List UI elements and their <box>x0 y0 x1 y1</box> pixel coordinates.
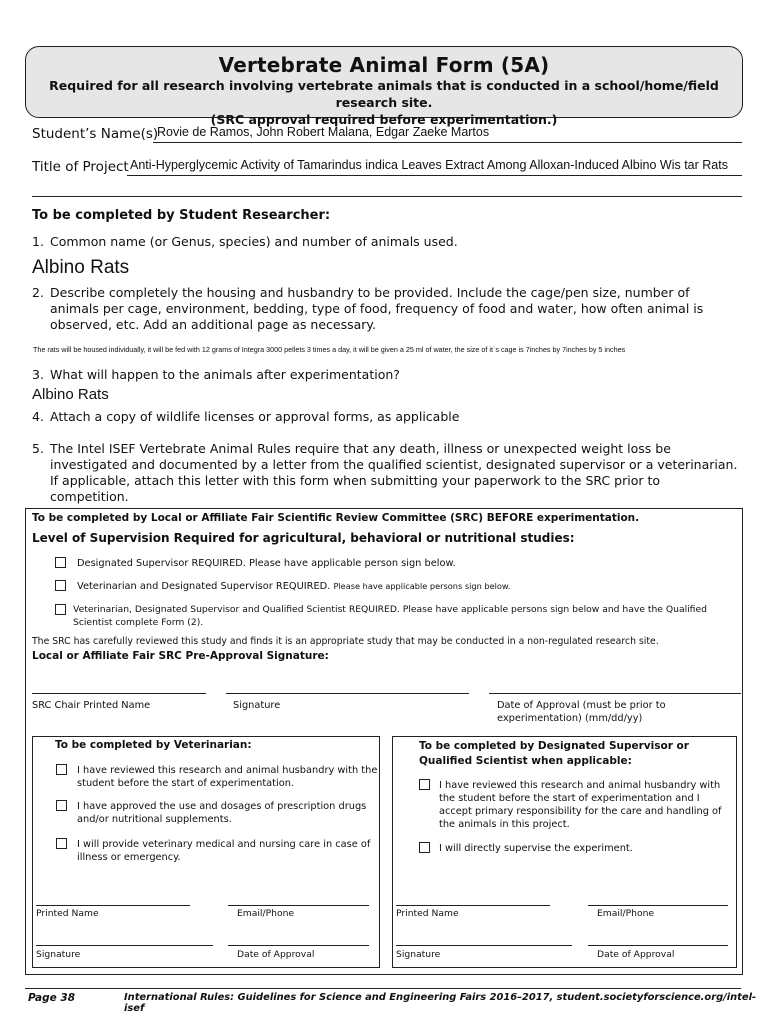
vet-printed-name-label: Printed Name <box>36 908 99 919</box>
project-title-label: Title of Project <box>32 159 129 175</box>
vet-approved-drugs-line2: and/or nutritional supplements. <box>77 814 232 825</box>
question-3-number: 3. <box>32 367 44 382</box>
supervisor-signature-line[interactable] <box>396 945 572 946</box>
question-1-number: 1. <box>32 234 44 249</box>
form-title: Vertebrate Animal Form (5A) <box>218 53 550 77</box>
option-designated-supervisor-checkbox[interactable] <box>55 557 66 568</box>
src-review-statement: The SRC has carefully reviewed this study and finds it is an appropriate study that may be conducted in a non-regulated research site. <box>32 636 659 647</box>
vet-signature-label: Signature <box>36 949 81 960</box>
vet-approved-drugs-label <box>77 800 366 826</box>
question-1 <box>32 234 742 250</box>
src-date-label <box>497 699 666 725</box>
supervisor-reviewed-checkbox[interactable] <box>419 779 430 790</box>
src-date-label-line1: Date of Approval (must be prior to <box>497 700 666 711</box>
vet-approved-drugs-checkbox[interactable] <box>56 800 67 811</box>
supervisor-reviewed-line4: the animals in this project. <box>439 819 570 830</box>
student-names-label: Student’s Name(s) <box>32 126 159 142</box>
form-subtitle-2: (SRC approval required before experimentation.) <box>210 112 558 127</box>
vet-email-line[interactable] <box>228 905 369 906</box>
supervisor-date-label: Date of Approval <box>597 949 675 960</box>
question-2-text: Describe completely the housing and husbandry to be provided. Include the cage/pen size, number of animals per cage, environment, bedding, type of food, frequency of food and water, how often animal is observed, etc. Add an additional page as necessary. <box>50 285 704 332</box>
vet-care-line1: I will provide veterinary medical and nursing care in case of <box>77 839 371 850</box>
vet-reviewed-line2: student before the start of experimentation. <box>77 778 295 789</box>
src-signature-label: Signature <box>233 700 281 711</box>
question-4-text: Attach a copy of wildlife licenses or approval forms, as applicable <box>50 409 460 424</box>
vet-reviewed-label <box>77 764 377 790</box>
option-veterinarian-supervisor-label <box>77 580 510 593</box>
footer-divider <box>25 988 741 989</box>
vet-signature-line[interactable] <box>36 945 213 946</box>
option-vet-supervisor-scientist-checkbox[interactable] <box>55 604 66 615</box>
src-chair-label: SRC Chair Printed Name <box>32 700 151 711</box>
supervisor-reviewed-label <box>439 779 722 831</box>
page-number: Page 38 <box>28 992 76 1004</box>
option-veterinarian-supervisor-main: Veterinarian and Designated Supervisor REQUIRED. <box>77 581 331 592</box>
supervisor-heading-line2: Qualified Scientist when applicable: <box>419 755 632 767</box>
supervisor-reviewed-line3: accept primary responsibility for the care and handling of <box>439 806 722 817</box>
student-names-value[interactable]: Rovie de Ramos, John Robert Malana, Edgar Zaeke Martos <box>157 125 490 139</box>
question-5-text: The Intel ISEF Vertebrate Animal Rules require that any death, illness or unexpected weight loss be investigated and documented by a letter from the qualified scientist, designated supervisor or a veterinarian. If applicable, attach this letter with this form when submitting your paperwork to the SRC prior to competition. <box>50 441 738 504</box>
supervisor-email-line[interactable] <box>588 905 728 906</box>
vet-care-label <box>77 838 370 864</box>
option-veterinarian-supervisor-note: Please have applicable persons sign below. <box>333 581 511 591</box>
supervisor-direct-label: I will directly supervise the experiment. <box>439 843 633 854</box>
supervisor-signature-label: Signature <box>396 949 441 960</box>
src-heading: To be completed by Local or Affiliate Fair Scientific Review Committee (SRC) BEFORE experimentation. <box>32 512 640 524</box>
option-vet-supervisor-scientist-line2: Scientist complete Form (2). <box>73 617 204 628</box>
form-subtitle-1: Required for all research involving vertebrate animals that is conducted in a school/home/field research site. <box>49 78 719 110</box>
supervision-level-heading: Level of Supervision Required for agricultural, behavioral or nutritional studies: <box>32 531 575 545</box>
option-vet-supervisor-scientist-line1: Veterinarian, Designated Supervisor and Qualified Scientist REQUIRED. Please have applicable persons sign below and have the Qualified <box>73 604 707 615</box>
form-header <box>25 46 743 127</box>
supervisor-email-label: Email/Phone <box>597 908 655 919</box>
project-title-line-2 <box>32 196 742 197</box>
preapproval-heading: Local or Affiliate Fair SRC Pre-Approval Signature: <box>32 650 329 662</box>
question-3-text: What will happen to the animals after experimentation? <box>50 367 400 382</box>
vet-email-label: Email/Phone <box>237 908 295 919</box>
question-3 <box>32 367 742 383</box>
vet-date-label: Date of Approval <box>237 949 315 960</box>
question-4 <box>32 409 742 425</box>
vet-date-line[interactable] <box>228 945 369 946</box>
answer-2[interactable]: The rats will be housed individually, it will be fed with 12 grams of Integra 3000 pellets 3 times a day, it will be given a 25 ml of water, the size of it`s cage is 7inches by 7inches by 5 inches <box>33 345 626 354</box>
project-title-line <box>127 175 742 176</box>
vet-reviewed-checkbox[interactable] <box>56 764 67 775</box>
option-veterinarian-supervisor-checkbox[interactable] <box>55 580 66 591</box>
researcher-heading: To be completed by Student Researcher: <box>32 208 331 223</box>
supervisor-direct-checkbox[interactable] <box>419 842 430 853</box>
veterinarian-heading: To be completed by Veterinarian: <box>55 739 252 751</box>
vet-approved-drugs-line1: I have approved the use and dosages of prescription drugs <box>77 801 367 812</box>
src-date-line[interactable] <box>489 693 741 694</box>
supervisor-heading-line1: To be completed by Designated Supervisor or <box>419 740 689 752</box>
vet-reviewed-line1: I have reviewed this research and animal husbandry with the <box>77 765 378 776</box>
question-4-number: 4. <box>32 409 44 424</box>
src-date-label-line2: experimentation) (mm/dd/yy) <box>497 713 643 724</box>
src-chair-line[interactable] <box>32 693 206 694</box>
vet-care-line2: illness or emergency. <box>77 852 181 863</box>
project-title-value[interactable]: Anti-Hyperglycemic Activity of Tamarindus indica Leaves Extract Among Alloxan-Induced Albino Wis tar Rats <box>130 158 728 172</box>
question-5-number: 5. <box>32 441 44 456</box>
supervisor-date-line[interactable] <box>588 945 728 946</box>
answer-1[interactable]: Albino Rats <box>32 257 130 278</box>
src-signature-line[interactable] <box>226 693 469 694</box>
option-designated-supervisor-label: Designated Supervisor REQUIRED. Please have applicable person sign below. <box>77 558 456 569</box>
vet-care-checkbox[interactable] <box>56 838 67 849</box>
vet-printed-name-line[interactable] <box>36 905 190 906</box>
supervisor-printed-name-label: Printed Name <box>396 908 459 919</box>
supervisor-reviewed-line2: the student before the start of experimentation and I <box>439 793 700 804</box>
question-1-text: Common name (or Genus, species) and number of animals used. <box>50 234 458 249</box>
footer-citation: International Rules: Guidelines for Science and Engineering Fairs 2016–2017, student.societyforscience.org/intel-isef <box>124 992 757 1014</box>
question-2-number: 2. <box>32 285 44 300</box>
student-names-line <box>153 142 742 143</box>
supervisor-heading <box>419 739 689 769</box>
question-5 <box>32 441 742 505</box>
answer-3[interactable]: Albino Rats <box>32 386 109 403</box>
question-2 <box>32 285 732 333</box>
supervisor-reviewed-line1: I have reviewed this research and animal husbandry with <box>439 780 721 791</box>
option-vet-supervisor-scientist-label <box>73 603 739 629</box>
supervisor-printed-name-line[interactable] <box>396 905 550 906</box>
